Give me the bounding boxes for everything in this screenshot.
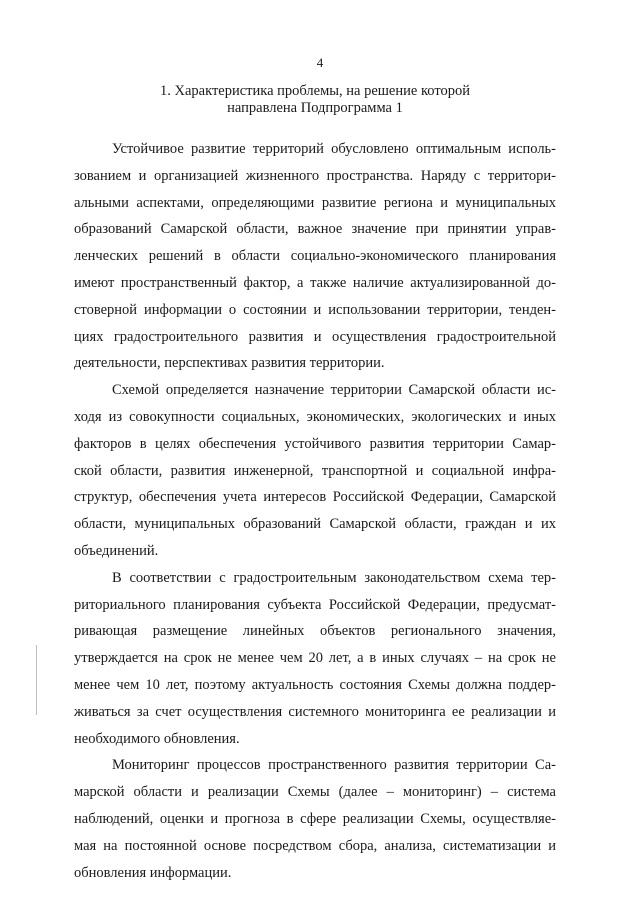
text-line: риториального планирования субъекта Российской Федерации, предусмат- [74,596,556,613]
text-line: В соответствии с градостроительным законодательством схема тер- [112,569,556,586]
text-line: утверждается на срок не менее чем 20 лет, а в иных случаях – на срок не [74,650,556,667]
text-line: ской области, развития инженерной, транспортной и социальной инфра- [74,462,556,479]
text-line: ленческих решений в области социально-экономического планирования [74,248,556,265]
page-number: 4 [316,55,324,70]
text-line: факторов в целях обеспечения устойчивого развития территории Самар- [74,435,556,452]
text-line: циях градостроительного развития и осуществления градостроительной [74,328,556,345]
text-line: области, муниципальных образований Самарской области, граждан и их [74,516,556,533]
text-line: Устойчивое развитие территорий обусловлено оптимальным исполь- [112,141,556,157]
text-line: деятельности, перспективах развития территории. [74,355,385,372]
text-line: имеют пространственный фактор, а также наличие актуализированной до- [74,274,556,291]
paragraph [74,565,556,753]
text-line: ривающая размещение линейных объектов регионального значения, [74,623,556,640]
text-line: наблюдений, оценки и прогноза в сфере реализации Схемы, осуществляе- [74,810,556,827]
section-heading [100,83,530,117]
text-line: Схемой определяется назначение территории Самарской области ис- [112,382,556,399]
body-text [74,136,556,886]
paragraph [74,377,556,565]
text-line: стоверной информации о состоянии и использовании территории, тенден- [74,301,556,318]
text-line: альными аспектами, определяющими развитие региона и муниципальных [74,194,556,211]
text-line: структур, обеспечения учета интересов Российской Федерации, Самарской [74,489,556,506]
text-line: объединений. [74,542,159,559]
text-line: мая на постоянной основе посредством сбора, анализа, систематизации и [74,837,556,854]
text-line: образований Самарской области, важное значение при принятии управ- [74,221,556,238]
text-line: необходимого обновления. [74,730,240,747]
text-line: ходя из совокупности социальных, экономических, экологических и иных [74,408,556,425]
text-line: марской области и реализации Схемы (далее – мониторинг) – система [74,784,556,801]
text-line: Мониторинг процессов пространственного развития территории Са- [112,757,556,774]
section-heading-line-1: 1. Характеристика проблемы, на решение которой [160,83,470,99]
text-line: менее чем 10 лет, поэтому актуальность состояния Схемы должна поддер- [74,676,556,693]
text-line: живаться за счет осуществления системного мониторинга ее реализации и [74,703,556,720]
section-heading-line-2: направлена Подпрограмма 1 [227,100,403,116]
text-line: обновления информации. [74,864,232,881]
text-line: зованием и организацией жизненного пространства. Наряду с территори- [74,167,556,184]
paragraph [74,752,556,886]
paragraph [74,136,556,377]
margin-mark [36,645,37,715]
